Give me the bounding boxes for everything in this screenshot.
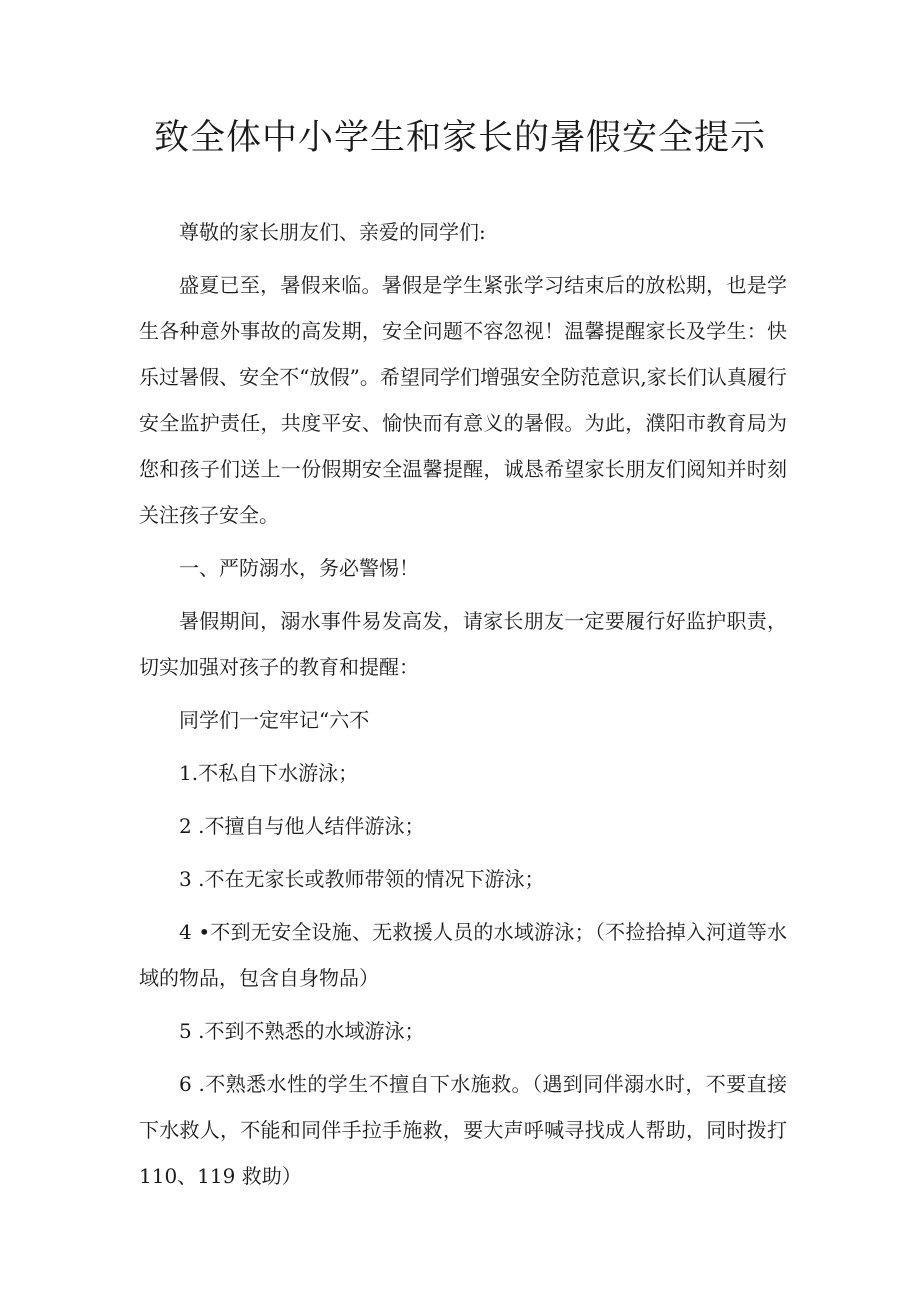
document-body: [139, 209, 787, 1206]
rule-item: 2 .不擅自与他人结伴游泳；: [179, 814, 425, 838]
rule-item: 3 .不在无家长或教师带领的情况下游泳；: [179, 867, 545, 891]
rules-intro: 同学们一定牢记“六不: [179, 708, 370, 732]
rule-item: 4 •不到无安全设施、无救援人员的水域游泳；（不捡拾掉入河道等水域的物品，包含自身物品）: [139, 920, 787, 990]
rule-item: 1.不私自下水游泳；: [179, 761, 359, 785]
rule-item: 6 .不熟悉水性的学生不擅自下水施救。（遇到同伴溺水时，不要直接下水救人，不能和同伴手拉手施救，要大声呼喊寻找成人帮助，同时拨打 110、119 救助）: [139, 1072, 787, 1188]
intro-paragraph: 盛夏已至，暑假来临。暑假是学生紧张学习结束后的放松期，也是学生各种意外事故的高发期，安全问题不容忽视！温馨提醒家长及学生：快乐过暑假、安全不“放假”。希望同学们增强安全防范意识,家长们认真履行安全监护责任，共度平安、愉快而有意义的暑假。为此，濮阳市教育局为您和孩子们送上一份假期安全温馨提醒，诚恳希望家长朋友们阅知并时刻关注孩子安全。: [139, 273, 787, 527]
document-title: 致全体中小学生和家长的暑假安全提示: [153, 118, 766, 158]
rule-item: 5 .不到不熟悉的水域游泳；: [179, 1019, 425, 1043]
section-paragraph: 暑假期间，溺水事件易发高发，请家长朋友一定要履行好监护职责，切实加强对孩子的教育和提醒：: [139, 609, 787, 679]
section-heading: 一、严防溺水，务必警惕！: [179, 556, 419, 580]
greeting-line: 尊敬的家长朋友们、亲爱的同学们:: [179, 220, 486, 244]
